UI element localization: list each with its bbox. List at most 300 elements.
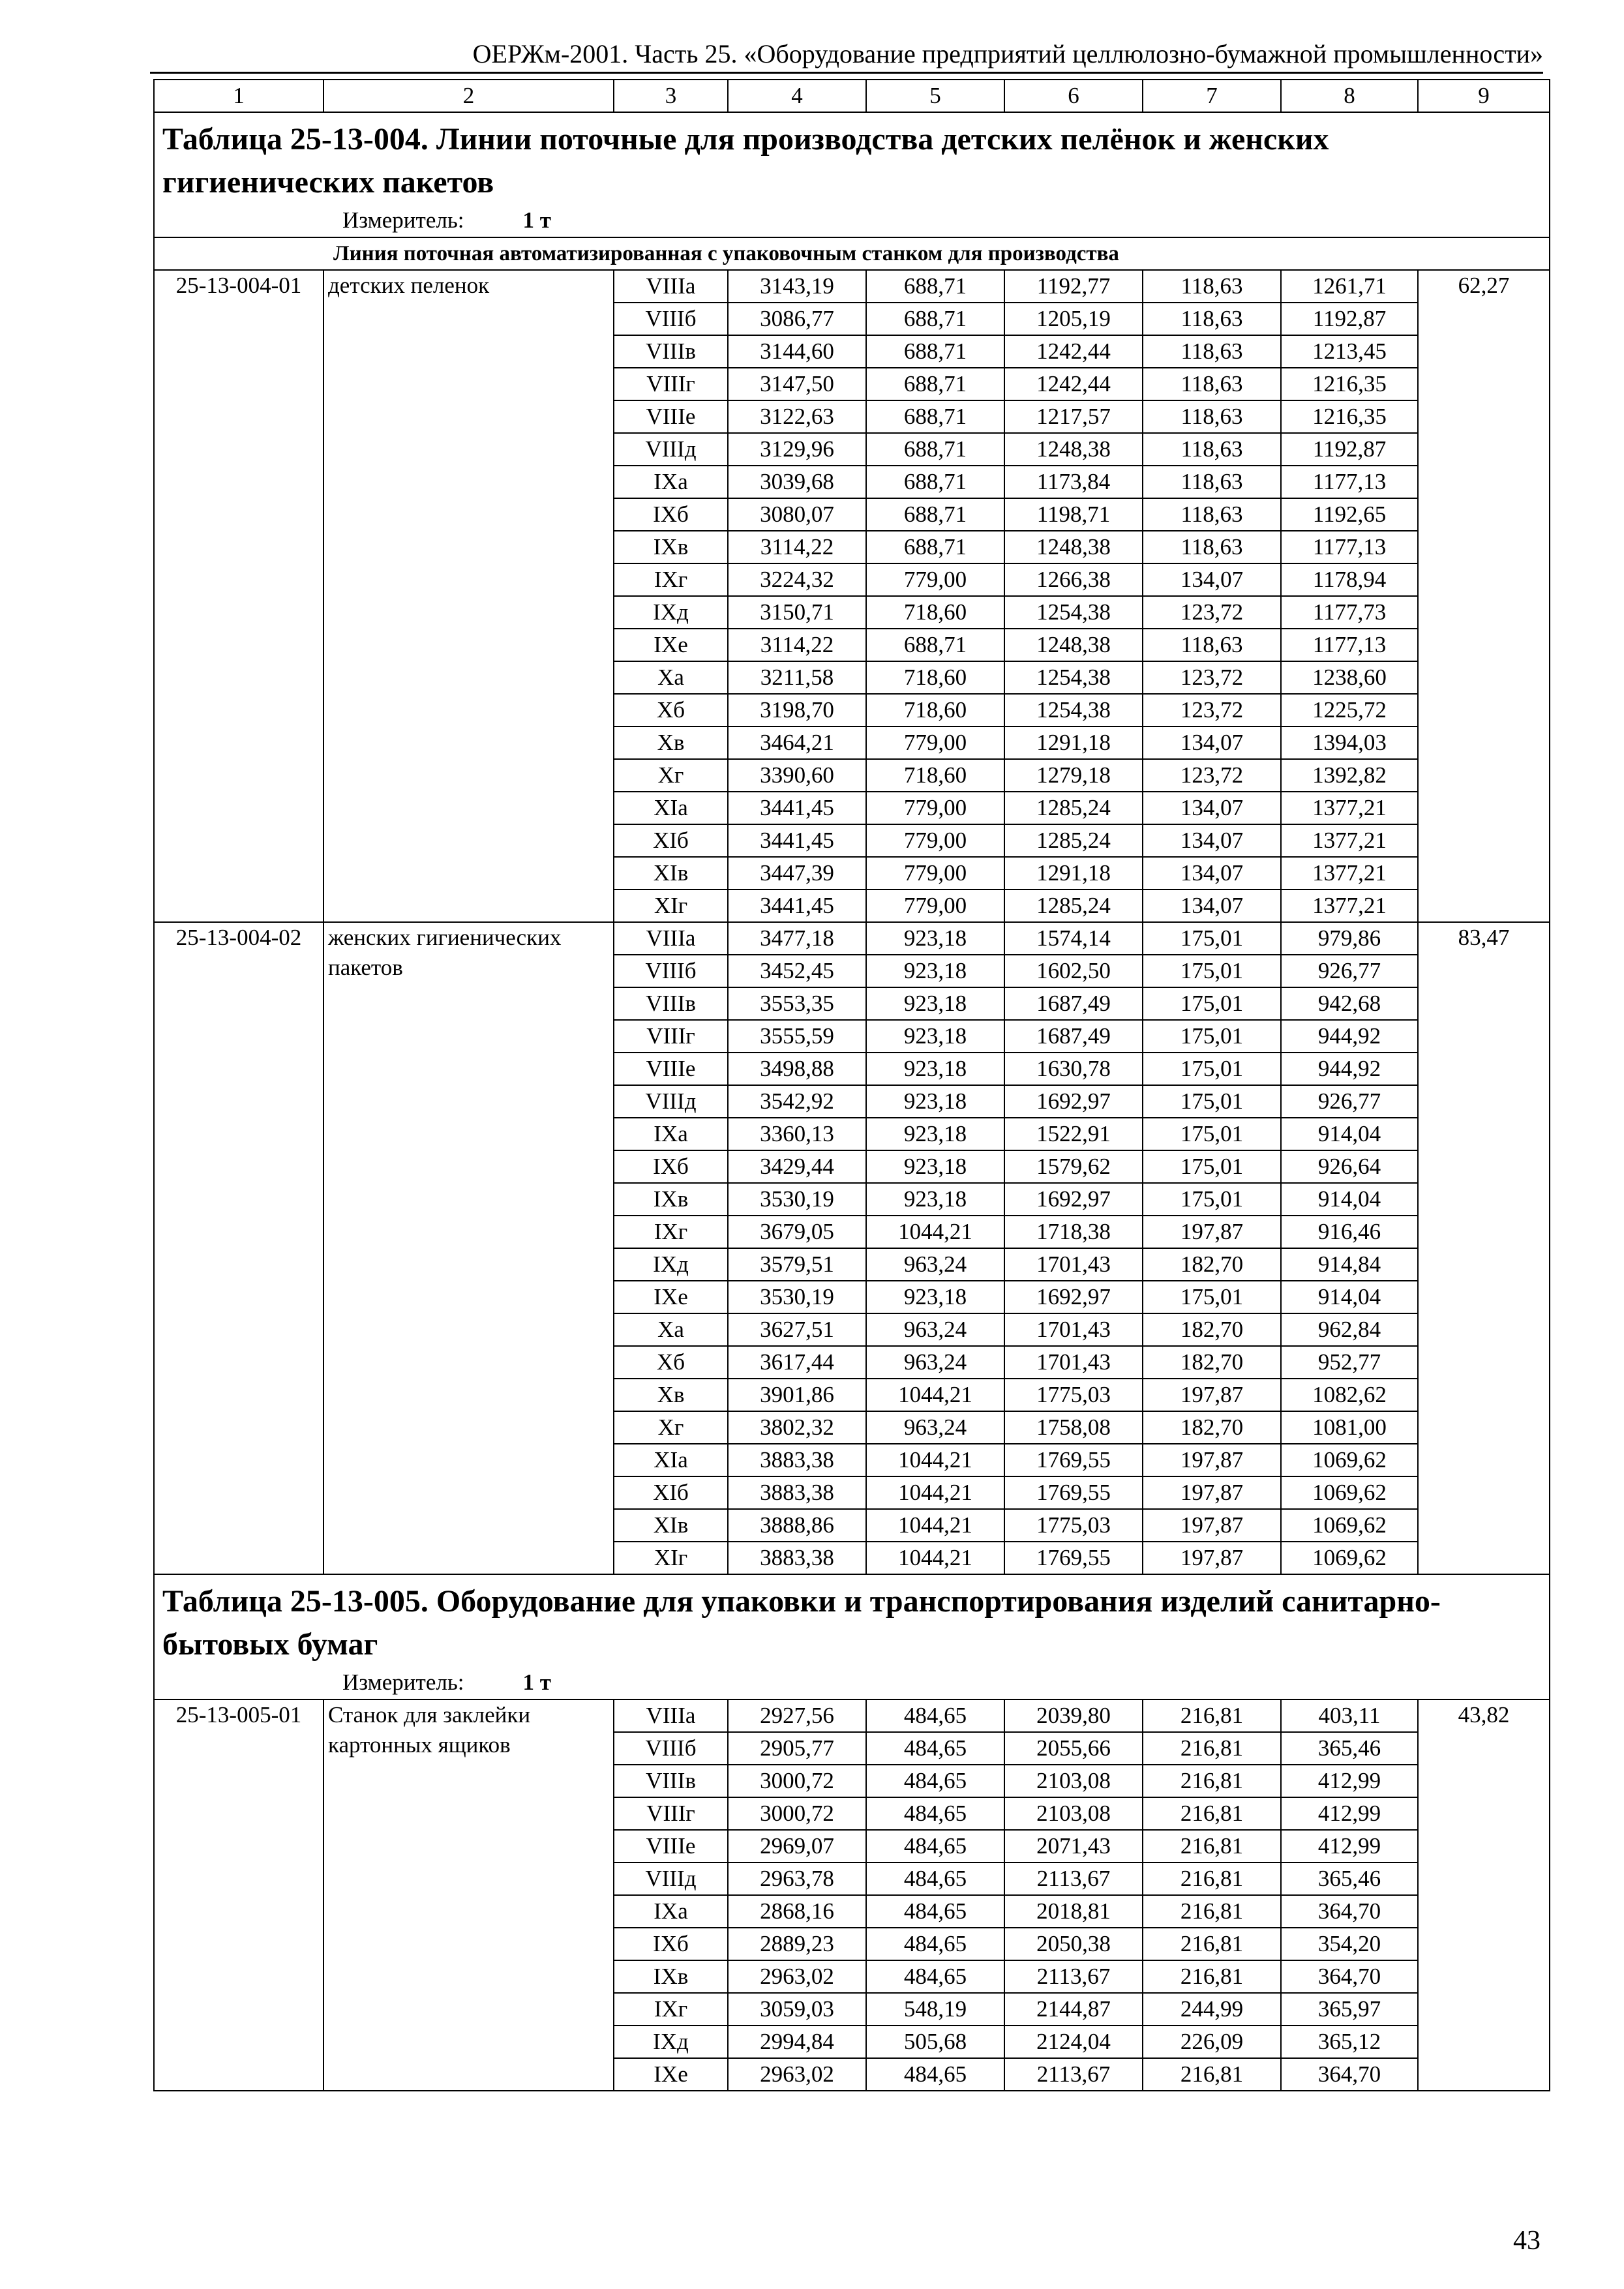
value-cell: 962,84 <box>1281 1313 1418 1346</box>
value-cell: 914,04 <box>1281 1118 1418 1150</box>
zone-cell: IXе <box>614 2058 728 2091</box>
value-cell: 779,00 <box>866 792 1004 824</box>
zone-cell: XIв <box>614 1509 728 1542</box>
column-number: 5 <box>866 80 1004 112</box>
value-cell: 197,87 <box>1143 1509 1281 1542</box>
value-cell: 197,87 <box>1143 1542 1281 1574</box>
zone-cell: VIIIг <box>614 368 728 400</box>
value-cell: 1775,03 <box>1004 1509 1143 1542</box>
value-cell: 3144,60 <box>728 335 866 368</box>
value-cell: 1602,50 <box>1004 955 1143 987</box>
value-cell: 2113,67 <box>1004 1863 1143 1895</box>
value-cell: 216,81 <box>1143 1928 1281 1960</box>
value-cell: 1177,13 <box>1281 531 1418 563</box>
section-row <box>154 237 1550 270</box>
value-cell: 2994,84 <box>728 2026 866 2058</box>
value-cell: 1178,94 <box>1281 563 1418 596</box>
value-cell: 1205,19 <box>1004 303 1143 335</box>
value-cell: 403,11 <box>1281 1699 1418 1732</box>
value-cell: 226,09 <box>1143 2026 1281 2058</box>
zone-cell: VIIIб <box>614 303 728 335</box>
value-cell: 779,00 <box>866 857 1004 890</box>
value-cell: 1213,45 <box>1281 335 1418 368</box>
value-cell: 118,63 <box>1143 400 1281 433</box>
value-cell: 1377,21 <box>1281 824 1418 857</box>
value-cell: 914,04 <box>1281 1183 1418 1216</box>
value-cell: 2071,43 <box>1004 1830 1143 1863</box>
value-cell: 1192,87 <box>1281 303 1418 335</box>
unit-label: Измеритель: <box>342 207 464 233</box>
value-cell: 365,46 <box>1281 1732 1418 1765</box>
value-cell: 1044,21 <box>866 1216 1004 1248</box>
column-number: 1 <box>154 80 323 112</box>
zone-cell: IXв <box>614 531 728 563</box>
value-cell: 1044,21 <box>866 1476 1004 1509</box>
value-cell: 3080,07 <box>728 498 866 531</box>
value-cell: 1173,84 <box>1004 466 1143 498</box>
zone-cell: IXд <box>614 2026 728 2058</box>
value-cell: 118,63 <box>1143 270 1281 303</box>
value-cell: 118,63 <box>1143 303 1281 335</box>
item-last-value: 43,82 <box>1418 1699 1550 2091</box>
value-cell: 923,18 <box>866 1281 1004 1313</box>
value-cell: 3390,60 <box>728 759 866 792</box>
value-cell: 1775,03 <box>1004 1379 1143 1411</box>
value-cell: 3530,19 <box>728 1183 866 1216</box>
value-cell: 244,99 <box>1143 1993 1281 2026</box>
value-cell: 779,00 <box>866 824 1004 857</box>
value-cell: 484,65 <box>866 1765 1004 1797</box>
value-cell: 923,18 <box>866 1085 1004 1118</box>
value-cell: 718,60 <box>866 596 1004 629</box>
value-cell: 718,60 <box>866 694 1004 726</box>
value-cell: 952,77 <box>1281 1346 1418 1379</box>
value-cell: 2103,08 <box>1004 1765 1143 1797</box>
value-cell: 484,65 <box>866 1895 1004 1928</box>
value-cell: 118,63 <box>1143 629 1281 661</box>
value-cell: 484,65 <box>866 1797 1004 1830</box>
column-number: 7 <box>1143 80 1281 112</box>
value-cell: 548,19 <box>866 1993 1004 2026</box>
zone-cell: Xв <box>614 726 728 759</box>
value-cell: 3211,58 <box>728 661 866 694</box>
zone-cell: IXг <box>614 1993 728 2026</box>
value-cell: 1044,21 <box>866 1379 1004 1411</box>
table-title: Таблица 25-13-005. Оборудование для упаковки и транспортирования изделий санитарно-бытовых бумаг <box>162 1584 1441 1662</box>
value-cell: 1082,62 <box>1281 1379 1418 1411</box>
zone-cell: VIIIд <box>614 433 728 466</box>
zone-cell: XIв <box>614 857 728 890</box>
value-cell: 914,04 <box>1281 1281 1418 1313</box>
value-cell: 118,63 <box>1143 433 1281 466</box>
value-cell: 3883,38 <box>728 1444 866 1476</box>
value-cell: 923,18 <box>866 987 1004 1020</box>
value-cell: 1248,38 <box>1004 433 1143 466</box>
value-cell: 1069,62 <box>1281 1509 1418 1542</box>
value-cell: 412,99 <box>1281 1797 1418 1830</box>
value-cell: 2963,02 <box>728 2058 866 2091</box>
table-title: Таблица 25-13-004. Линии поточные для производства детских пелёнок и женских гигиенических пакетов <box>162 122 1329 200</box>
value-cell: 923,18 <box>866 1183 1004 1216</box>
zone-cell: VIIIа <box>614 1699 728 1732</box>
value-cell: 3888,86 <box>728 1509 866 1542</box>
zone-cell: IXб <box>614 498 728 531</box>
value-cell: 923,18 <box>866 1020 1004 1053</box>
value-cell: 718,60 <box>866 661 1004 694</box>
value-cell: 134,07 <box>1143 792 1281 824</box>
zone-cell: VIIIд <box>614 1863 728 1895</box>
value-cell: 1692,97 <box>1004 1281 1143 1313</box>
value-cell: 175,01 <box>1143 922 1281 955</box>
value-cell: 216,81 <box>1143 1797 1281 1830</box>
value-cell: 916,46 <box>1281 1216 1418 1248</box>
column-number: 9 <box>1418 80 1550 112</box>
value-cell: 216,81 <box>1143 1765 1281 1797</box>
value-cell: 484,65 <box>866 1928 1004 1960</box>
value-cell: 1254,38 <box>1004 596 1143 629</box>
value-cell: 963,24 <box>866 1346 1004 1379</box>
value-cell: 175,01 <box>1143 1020 1281 1053</box>
value-cell: 779,00 <box>866 563 1004 596</box>
value-cell: 1692,97 <box>1004 1183 1143 1216</box>
zone-cell: XIг <box>614 1542 728 1574</box>
value-cell: 2039,80 <box>1004 1699 1143 1732</box>
zone-cell: VIIIе <box>614 1053 728 1085</box>
zone-cell: Xв <box>614 1379 728 1411</box>
section-heading: Линия поточная автоматизированная с упаковочным станком для производства <box>154 237 1550 270</box>
column-number: 2 <box>323 80 614 112</box>
value-cell: 3429,44 <box>728 1150 866 1183</box>
value-cell: 3883,38 <box>728 1542 866 1574</box>
value-cell: 3114,22 <box>728 629 866 661</box>
item-name: женских гигиенических пакетов <box>323 922 614 1574</box>
value-cell: 175,01 <box>1143 1183 1281 1216</box>
value-cell: 1579,62 <box>1004 1150 1143 1183</box>
value-cell: 3000,72 <box>728 1797 866 1830</box>
value-cell: 2055,66 <box>1004 1732 1143 1765</box>
value-cell: 118,63 <box>1143 531 1281 563</box>
value-cell: 3039,68 <box>728 466 866 498</box>
value-cell: 118,63 <box>1143 466 1281 498</box>
value-cell: 175,01 <box>1143 1281 1281 1313</box>
value-cell: 1069,62 <box>1281 1444 1418 1476</box>
value-cell: 2927,56 <box>728 1699 866 1732</box>
value-cell: 1687,49 <box>1004 987 1143 1020</box>
zone-cell: VIIIа <box>614 922 728 955</box>
value-cell: 1692,97 <box>1004 1085 1143 1118</box>
value-cell: 216,81 <box>1143 1830 1281 1863</box>
value-cell: 484,65 <box>866 1732 1004 1765</box>
zone-cell: VIIIе <box>614 1830 728 1863</box>
value-cell: 688,71 <box>866 433 1004 466</box>
item-code: 25-13-005-01 <box>154 1699 323 2091</box>
zone-cell: Xг <box>614 759 728 792</box>
value-cell: 688,71 <box>866 270 1004 303</box>
value-cell: 1177,13 <box>1281 466 1418 498</box>
value-cell: 3464,21 <box>728 726 866 759</box>
value-cell: 923,18 <box>866 1053 1004 1085</box>
value-cell: 1392,82 <box>1281 759 1418 792</box>
zone-cell: VIIIб <box>614 1732 728 1765</box>
value-cell: 3679,05 <box>728 1216 866 1248</box>
value-cell: 926,77 <box>1281 1085 1418 1118</box>
value-cell: 484,65 <box>866 1960 1004 1993</box>
zone-cell: Xб <box>614 694 728 726</box>
zone-cell: IXе <box>614 629 728 661</box>
zone-cell: Xб <box>614 1346 728 1379</box>
zone-cell: VIIIб <box>614 955 728 987</box>
column-number: 8 <box>1281 80 1418 112</box>
value-cell: 216,81 <box>1143 1960 1281 1993</box>
zone-cell: IXв <box>614 1183 728 1216</box>
value-cell: 2889,23 <box>728 1928 866 1960</box>
value-cell: 3579,51 <box>728 1248 866 1281</box>
zone-cell: Xа <box>614 1313 728 1346</box>
value-cell: 1769,55 <box>1004 1542 1143 1574</box>
value-cell: 3360,13 <box>728 1118 866 1150</box>
value-cell: 944,92 <box>1281 1053 1418 1085</box>
value-cell: 2124,04 <box>1004 2026 1143 2058</box>
value-cell: 3542,92 <box>728 1085 866 1118</box>
zone-cell: XIг <box>614 890 728 922</box>
value-cell: 1192,77 <box>1004 270 1143 303</box>
value-cell: 216,81 <box>1143 1699 1281 1732</box>
zone-cell: IXб <box>614 1150 728 1183</box>
value-cell: 1216,35 <box>1281 368 1418 400</box>
value-cell: 3452,45 <box>728 955 866 987</box>
zone-cell: IXа <box>614 1118 728 1150</box>
value-cell: 175,01 <box>1143 1118 1281 1150</box>
value-cell: 412,99 <box>1281 1830 1418 1863</box>
value-cell: 3441,45 <box>728 792 866 824</box>
value-cell: 688,71 <box>866 466 1004 498</box>
value-cell: 923,18 <box>866 1118 1004 1150</box>
value-cell: 779,00 <box>866 726 1004 759</box>
value-cell: 134,07 <box>1143 890 1281 922</box>
column-number: 3 <box>614 80 728 112</box>
value-cell: 484,65 <box>866 1863 1004 1895</box>
value-cell: 3224,32 <box>728 563 866 596</box>
column-number: 6 <box>1004 80 1143 112</box>
value-cell: 963,24 <box>866 1313 1004 1346</box>
unit-value: 1 т <box>522 207 551 233</box>
value-cell: 3143,19 <box>728 270 866 303</box>
value-cell: 923,18 <box>866 1150 1004 1183</box>
value-cell: 688,71 <box>866 368 1004 400</box>
unit-value: 1 т <box>522 1669 551 1695</box>
value-cell: 3802,32 <box>728 1411 866 1444</box>
item-name: детских пеленок <box>323 270 614 922</box>
value-cell: 3441,45 <box>728 824 866 857</box>
zone-cell: IXг <box>614 563 728 596</box>
zone-cell: IXг <box>614 1216 728 1248</box>
value-cell: 1769,55 <box>1004 1476 1143 1509</box>
zone-cell: VIIIв <box>614 1765 728 1797</box>
value-cell: 2868,16 <box>728 1895 866 1928</box>
value-cell: 3555,59 <box>728 1020 866 1053</box>
value-cell: 1254,38 <box>1004 694 1143 726</box>
value-cell: 1069,62 <box>1281 1476 1418 1509</box>
value-cell: 1044,21 <box>866 1509 1004 1542</box>
value-cell: 926,64 <box>1281 1150 1418 1183</box>
page-number: 43 <box>1513 2226 1541 2256</box>
value-cell: 1069,62 <box>1281 1542 1418 1574</box>
zone-cell: XIб <box>614 1476 728 1509</box>
value-cell: 3441,45 <box>728 890 866 922</box>
value-cell: 944,92 <box>1281 1020 1418 1053</box>
value-cell: 1758,08 <box>1004 1411 1143 1444</box>
zone-cell: IXд <box>614 596 728 629</box>
value-cell: 2103,08 <box>1004 1797 1143 1830</box>
value-cell: 1248,38 <box>1004 531 1143 563</box>
value-cell: 197,87 <box>1143 1379 1281 1411</box>
value-cell: 2050,38 <box>1004 1928 1143 1960</box>
value-cell: 3122,63 <box>728 400 866 433</box>
value-cell: 134,07 <box>1143 857 1281 890</box>
table-row <box>154 270 1550 303</box>
value-cell: 123,72 <box>1143 596 1281 629</box>
value-cell: 2905,77 <box>728 1732 866 1765</box>
value-cell: 216,81 <box>1143 1863 1281 1895</box>
value-cell: 1217,57 <box>1004 400 1143 433</box>
value-cell: 1225,72 <box>1281 694 1418 726</box>
value-cell: 118,63 <box>1143 368 1281 400</box>
value-cell: 963,24 <box>866 1248 1004 1281</box>
value-cell: 1769,55 <box>1004 1444 1143 1476</box>
zone-cell: IXд <box>614 1248 728 1281</box>
item-last-value: 62,27 <box>1418 270 1550 922</box>
value-cell: 364,70 <box>1281 2058 1418 2091</box>
value-cell: 1574,14 <box>1004 922 1143 955</box>
item-code: 25-13-004-02 <box>154 922 323 1574</box>
value-cell: 2144,87 <box>1004 1993 1143 2026</box>
value-cell: 1701,43 <box>1004 1248 1143 1281</box>
value-cell: 505,68 <box>866 2026 1004 2058</box>
value-cell: 1291,18 <box>1004 857 1143 890</box>
value-cell: 175,01 <box>1143 1085 1281 1118</box>
table-body <box>154 80 1550 2091</box>
header-rule <box>150 72 1543 74</box>
value-cell: 484,65 <box>866 2058 1004 2091</box>
value-cell: 182,70 <box>1143 1248 1281 1281</box>
value-cell: 484,65 <box>866 1699 1004 1732</box>
value-cell: 1522,91 <box>1004 1118 1143 1150</box>
value-cell: 134,07 <box>1143 824 1281 857</box>
value-cell: 3086,77 <box>728 303 866 335</box>
value-cell: 3498,88 <box>728 1053 866 1085</box>
value-cell: 779,00 <box>866 890 1004 922</box>
value-cell: 1248,38 <box>1004 629 1143 661</box>
zone-cell: Xа <box>614 661 728 694</box>
value-cell: 1279,18 <box>1004 759 1143 792</box>
value-cell: 2963,02 <box>728 1960 866 1993</box>
table-row <box>154 1699 1550 1732</box>
value-cell: 688,71 <box>866 303 1004 335</box>
value-cell: 1216,35 <box>1281 400 1418 433</box>
value-cell: 182,70 <box>1143 1346 1281 1379</box>
value-cell: 123,72 <box>1143 661 1281 694</box>
table-title-row <box>154 112 1550 237</box>
value-cell: 2113,67 <box>1004 2058 1143 2091</box>
zone-cell: XIа <box>614 792 728 824</box>
zone-cell: IXв <box>614 1960 728 1993</box>
value-cell: 718,60 <box>866 759 1004 792</box>
value-cell: 3553,35 <box>728 987 866 1020</box>
running-header: ОЕРЖм-2001. Часть 25. «Оборудование предприятий целлюлозно-бумажной промышленности» <box>472 39 1543 68</box>
value-cell: 2969,07 <box>728 1830 866 1863</box>
value-cell: 1192,65 <box>1281 498 1418 531</box>
value-cell: 123,72 <box>1143 694 1281 726</box>
zone-cell: IXа <box>614 466 728 498</box>
table-title-row <box>154 1574 1550 1699</box>
value-cell: 484,65 <box>866 1830 1004 1863</box>
value-cell: 1285,24 <box>1004 792 1143 824</box>
value-cell: 354,20 <box>1281 1928 1418 1960</box>
value-cell: 979,86 <box>1281 922 1418 955</box>
value-cell: 216,81 <box>1143 1732 1281 1765</box>
value-cell: 197,87 <box>1143 1444 1281 1476</box>
value-cell: 2018,81 <box>1004 1895 1143 1928</box>
zone-cell: VIIIд <box>614 1085 728 1118</box>
item-name: Станок для заклейки картонных ящиков <box>323 1699 614 2091</box>
zone-cell: IXб <box>614 1928 728 1960</box>
value-cell: 942,68 <box>1281 987 1418 1020</box>
value-cell: 923,18 <box>866 922 1004 955</box>
value-cell: 3447,39 <box>728 857 866 890</box>
value-cell: 688,71 <box>866 629 1004 661</box>
value-cell: 1701,43 <box>1004 1313 1143 1346</box>
value-cell: 1242,44 <box>1004 335 1143 368</box>
value-cell: 118,63 <box>1143 498 1281 531</box>
value-cell: 175,01 <box>1143 1053 1281 1085</box>
zone-cell: Xг <box>614 1411 728 1444</box>
value-cell: 1177,73 <box>1281 596 1418 629</box>
column-number: 4 <box>728 80 866 112</box>
zone-cell: VIIIв <box>614 987 728 1020</box>
value-cell: 1242,44 <box>1004 368 1143 400</box>
value-cell: 1630,78 <box>1004 1053 1143 1085</box>
value-cell: 1394,03 <box>1281 726 1418 759</box>
value-cell: 1266,38 <box>1004 563 1143 596</box>
value-cell: 1291,18 <box>1004 726 1143 759</box>
value-cell: 3627,51 <box>728 1313 866 1346</box>
value-cell: 364,70 <box>1281 1895 1418 1928</box>
value-cell: 688,71 <box>866 400 1004 433</box>
value-cell: 365,97 <box>1281 1993 1418 2026</box>
value-cell: 3901,86 <box>728 1379 866 1411</box>
value-cell: 3617,44 <box>728 1346 866 1379</box>
unit-label: Измеритель: <box>342 1669 464 1695</box>
value-cell: 175,01 <box>1143 987 1281 1020</box>
value-cell: 175,01 <box>1143 955 1281 987</box>
value-cell: 1285,24 <box>1004 824 1143 857</box>
table-row <box>154 922 1550 955</box>
value-cell: 963,24 <box>866 1411 1004 1444</box>
value-cell: 1687,49 <box>1004 1020 1143 1053</box>
value-cell: 134,07 <box>1143 726 1281 759</box>
value-cell: 926,77 <box>1281 955 1418 987</box>
value-cell: 118,63 <box>1143 335 1281 368</box>
value-cell: 197,87 <box>1143 1476 1281 1509</box>
value-cell: 688,71 <box>866 335 1004 368</box>
value-cell: 1177,13 <box>1281 629 1418 661</box>
value-cell: 197,87 <box>1143 1216 1281 1248</box>
rates-table <box>153 79 1550 2091</box>
value-cell: 1044,21 <box>866 1444 1004 1476</box>
value-cell: 3477,18 <box>728 922 866 955</box>
value-cell: 216,81 <box>1143 1895 1281 1928</box>
value-cell: 1285,24 <box>1004 890 1143 922</box>
